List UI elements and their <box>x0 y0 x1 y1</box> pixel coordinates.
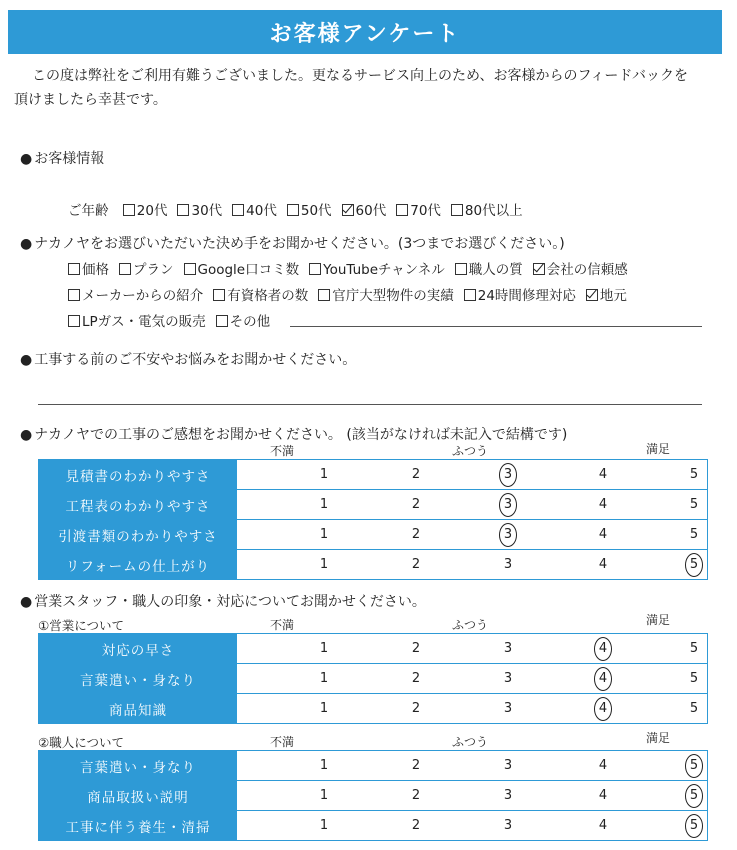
craftsmen-subheading: ②職人について <box>38 735 124 750</box>
rating-option-1[interactable] <box>309 664 339 693</box>
reason-option-1[interactable] <box>119 258 174 278</box>
reason-option-5[interactable] <box>533 258 628 278</box>
age-option-2[interactable] <box>232 199 277 219</box>
rating-option-3[interactable] <box>493 460 523 489</box>
selected-rating-circle: 5 <box>685 754 703 778</box>
rating-value: 5 <box>689 641 699 656</box>
rating-option-5[interactable] <box>679 781 709 810</box>
rating-option-1[interactable] <box>309 694 339 723</box>
craftsmen-rating-table <box>38 750 708 841</box>
rating-value: 3 <box>503 641 513 656</box>
rating-value: 3 <box>503 758 513 773</box>
rating-value: 1 <box>319 527 329 542</box>
rating-value: 1 <box>319 467 329 482</box>
rating-option-1[interactable] <box>309 520 339 549</box>
scale-high-label: 満足 <box>646 731 671 745</box>
reason-option-9[interactable] <box>464 284 576 304</box>
rating-value: 3 <box>503 557 513 572</box>
rating-value: 1 <box>319 497 329 512</box>
age-option-3[interactable] <box>287 199 332 219</box>
rating-option-3[interactable] <box>493 550 523 579</box>
scale-high-label: 満足 <box>646 613 671 627</box>
reasons-row-2 <box>68 284 637 304</box>
rating-row <box>39 549 707 579</box>
checkbox-icon[interactable] <box>309 263 321 275</box>
rating-option-4[interactable] <box>588 751 618 780</box>
checkbox-icon[interactable] <box>318 289 330 301</box>
rating-option-5[interactable] <box>679 550 709 579</box>
rating-value: 1 <box>319 758 329 773</box>
checkbox-icon[interactable] <box>184 263 196 275</box>
rating-value: 5 <box>689 497 699 512</box>
checkbox-icon[interactable] <box>177 204 189 216</box>
age-option-1[interactable] <box>177 199 222 219</box>
rating-value: 1 <box>319 701 329 716</box>
other-answer-line[interactable] <box>290 326 702 327</box>
checkbox-icon[interactable] <box>455 263 467 275</box>
rating-value: 5 <box>689 527 699 542</box>
rating-value: 3 <box>503 818 513 833</box>
selected-rating-circle: 5 <box>685 784 703 808</box>
reason-option-2[interactable] <box>184 258 300 278</box>
intro-text <box>14 64 714 112</box>
rating-option-2[interactable] <box>401 490 431 519</box>
rating-option-2[interactable] <box>401 781 431 810</box>
checkbox-label: 40代 <box>246 203 277 219</box>
checkbox-label: 24時間修理対応 <box>477 288 576 304</box>
rating-option-3[interactable] <box>493 811 523 840</box>
rating-value: 2 <box>411 701 421 716</box>
rating-row <box>39 780 707 810</box>
rating-value: 2 <box>411 557 421 572</box>
age-option-4[interactable] <box>342 199 387 219</box>
concerns-answer-line[interactable] <box>38 404 702 405</box>
selected-rating-circle: 4 <box>594 697 612 721</box>
checkbox-icon[interactable] <box>119 263 131 275</box>
rating-option-3[interactable] <box>493 520 523 549</box>
rating-option-3[interactable] <box>493 634 523 663</box>
rating-option-5[interactable] <box>679 751 709 780</box>
bullet-icon: ● <box>20 427 33 443</box>
scale-low-label: 不満 <box>270 618 295 632</box>
rating-value: 3 <box>503 788 513 803</box>
rating-option-5[interactable] <box>679 520 709 549</box>
rating-option-2[interactable] <box>401 694 431 723</box>
checked-checkbox-icon[interactable] <box>342 204 354 216</box>
checkbox-label: 80代以上 <box>464 203 523 219</box>
reason-option-6[interactable] <box>68 284 203 304</box>
rating-value: 5 <box>689 701 699 716</box>
rating-value: 3 <box>503 671 513 686</box>
reasons-row-3 <box>68 310 280 330</box>
rating-option-3[interactable] <box>493 664 523 693</box>
rating-value: 5 <box>689 671 699 686</box>
rating-value: 3 <box>503 701 513 716</box>
reasons-row-1 <box>68 258 638 278</box>
rating-option-2[interactable] <box>401 520 431 549</box>
age-option-5[interactable] <box>396 199 441 219</box>
rating-option-4[interactable] <box>588 634 618 663</box>
rating-option-3[interactable] <box>493 751 523 780</box>
rating-value: 2 <box>411 671 421 686</box>
checkbox-label: LPガス・電気の販売 <box>82 314 206 330</box>
rating-option-4[interactable] <box>588 811 618 840</box>
checkbox-icon[interactable] <box>232 204 244 216</box>
scale-low-label: 不満 <box>270 735 295 749</box>
rating-row-label: 言葉遣い・身なり <box>39 664 238 693</box>
rating-option-5[interactable] <box>679 664 709 693</box>
rating-option-4[interactable] <box>588 460 618 489</box>
rating-option-2[interactable] <box>401 664 431 693</box>
rating-value: 1 <box>319 671 329 686</box>
rating-option-5[interactable] <box>679 811 709 840</box>
rating-option-5[interactable] <box>679 460 709 489</box>
rating-row <box>39 751 707 780</box>
sales-rating-table <box>38 633 708 724</box>
rating-value: 2 <box>411 527 421 542</box>
rating-value: 1 <box>319 641 329 656</box>
rating-value: 2 <box>411 497 421 512</box>
rating-value: 1 <box>319 557 329 572</box>
rating-option-2[interactable] <box>401 460 431 489</box>
rating-value: 4 <box>598 758 608 773</box>
rating-value: 1 <box>319 818 329 833</box>
checkbox-icon[interactable] <box>396 204 408 216</box>
rating-option-4[interactable] <box>588 664 618 693</box>
selected-rating-circle: 3 <box>499 463 517 487</box>
rating-row <box>39 489 707 519</box>
rating-option-3[interactable] <box>493 490 523 519</box>
rating-option-2[interactable] <box>401 550 431 579</box>
impressions-rating-table <box>38 459 708 580</box>
selected-rating-circle: 3 <box>499 523 517 547</box>
checkbox-label: その他 <box>229 314 271 330</box>
reasons-heading: ● ナカノヤをお選びいただいた決め手をお聞かせください。(3つまでお選びください。) <box>20 236 565 252</box>
rating-option-1[interactable] <box>309 781 339 810</box>
rating-option-4[interactable] <box>588 520 618 549</box>
survey-title: お客様アンケート <box>8 10 722 54</box>
bullet-icon: ● <box>20 352 33 368</box>
rating-option-1[interactable] <box>309 460 339 489</box>
rating-value: 4 <box>598 818 608 833</box>
checkbox-label: プラン <box>133 262 174 278</box>
rating-value: 4 <box>598 497 608 512</box>
rating-option-2[interactable] <box>401 634 431 663</box>
impressions-heading: ● ナカノヤでの工事のご感想をお聞かせください。 (該当がなければ未記入で結構です) <box>20 427 568 443</box>
rating-value: 2 <box>411 758 421 773</box>
rating-option-1[interactable] <box>309 490 339 519</box>
checkbox-icon[interactable] <box>451 204 463 216</box>
rating-row-label: 言葉遣い・身なり <box>39 751 238 780</box>
bullet-icon: ● <box>20 236 33 252</box>
rating-row <box>39 519 707 549</box>
rating-row-label: 引渡書類のわかりやすさ <box>39 520 238 549</box>
rating-value: 2 <box>411 788 421 803</box>
selected-rating-circle: 5 <box>685 814 703 838</box>
reason-option-11[interactable] <box>68 310 206 330</box>
rating-row-label: 商品取扱い説明 <box>39 781 238 810</box>
checkbox-label: 価格 <box>82 262 109 278</box>
rating-option-1[interactable] <box>309 550 339 579</box>
intro-line-2: 頂けましたら幸甚です。 <box>14 92 167 108</box>
rating-option-1[interactable] <box>309 634 339 663</box>
checkbox-label: メーカーからの紹介 <box>82 288 204 304</box>
selected-rating-circle: 3 <box>499 493 517 517</box>
rating-option-5[interactable] <box>679 694 709 723</box>
age-option-6[interactable] <box>451 199 523 219</box>
checkbox-icon[interactable] <box>213 289 225 301</box>
rating-value: 5 <box>689 467 699 482</box>
rating-option-1[interactable] <box>309 751 339 780</box>
rating-value: 2 <box>411 467 421 482</box>
rating-row <box>39 663 707 693</box>
age-row <box>68 199 533 219</box>
scale-mid-label: ふつう <box>452 444 489 458</box>
bullet-icon: ● <box>20 151 33 167</box>
rating-option-5[interactable] <box>679 490 709 519</box>
rating-row-label: 商品知識 <box>39 694 238 723</box>
rating-row-label: 対応の早さ <box>39 634 238 663</box>
sales-subheading: ①営業について <box>38 618 124 633</box>
checkbox-icon[interactable] <box>287 204 299 216</box>
checkbox-icon[interactable] <box>68 315 80 327</box>
rating-value: 2 <box>411 641 421 656</box>
age-option-0[interactable] <box>123 199 168 219</box>
reason-option-10[interactable] <box>586 284 627 304</box>
rating-option-2[interactable] <box>401 811 431 840</box>
rating-option-5[interactable] <box>679 634 709 663</box>
rating-value: 1 <box>319 788 329 803</box>
rating-row-label: リフォームの仕上がり <box>39 550 238 579</box>
checkbox-label: 地元 <box>599 288 627 304</box>
scale-high-label: 満足 <box>646 442 671 456</box>
rating-option-3[interactable] <box>493 781 523 810</box>
checkbox-label: 60代 <box>355 203 387 219</box>
rating-row <box>39 810 707 840</box>
reason-option-0[interactable] <box>68 258 109 278</box>
rating-option-1[interactable] <box>309 811 339 840</box>
rating-row <box>39 634 707 663</box>
scale-mid-label: ふつう <box>452 618 489 632</box>
checkbox-label: 50代 <box>300 203 332 219</box>
checkbox-label: 会社の信頼感 <box>546 262 628 278</box>
rating-value: 4 <box>598 788 608 803</box>
checkbox-label: 職人の質 <box>468 262 523 278</box>
checkbox-label: 官庁大型物件の実績 <box>332 288 454 304</box>
checkbox-label: Google口コミ数 <box>197 262 300 278</box>
checkbox-icon[interactable] <box>464 289 476 301</box>
checkbox-label: 20代 <box>136 203 168 219</box>
reason-option-8[interactable] <box>318 284 454 304</box>
checked-checkbox-icon[interactable] <box>533 263 545 275</box>
scale-mid-label: ふつう <box>452 735 489 749</box>
rating-option-4[interactable] <box>588 781 618 810</box>
checked-checkbox-icon[interactable] <box>586 289 598 301</box>
staff-heading: ● 営業スタッフ・職人の印象・対応についてお聞かせください。 <box>20 594 426 610</box>
rating-row-label: 見積書のわかりやすさ <box>39 460 238 489</box>
intro-line-1: この度は弊社をご利用有難うございました。更なるサービス向上のため、お客様からのフィードバックを <box>32 68 689 84</box>
rating-value: 4 <box>598 467 608 482</box>
rating-option-2[interactable] <box>401 751 431 780</box>
customer-info-heading: ● お客様情報 <box>20 151 105 167</box>
selected-rating-circle: 4 <box>594 637 612 661</box>
bullet-icon: ● <box>20 594 33 610</box>
rating-option-4[interactable] <box>588 550 618 579</box>
rating-option-4[interactable] <box>588 490 618 519</box>
checkbox-label: 70代 <box>410 203 441 219</box>
reason-option-3[interactable] <box>309 258 445 278</box>
rating-row <box>39 460 707 489</box>
rating-value: 4 <box>598 557 608 572</box>
checkbox-label: 30代 <box>191 203 223 219</box>
checkbox-icon[interactable] <box>68 289 80 301</box>
checkbox-icon[interactable] <box>68 263 80 275</box>
rating-row-label: 工程表のわかりやすさ <box>39 490 238 519</box>
rating-row <box>39 693 707 723</box>
checkbox-label: YouTubeチャンネル <box>323 262 445 278</box>
age-label: ご年齢 <box>68 203 109 219</box>
checkbox-icon[interactable] <box>123 204 135 216</box>
checkbox-icon[interactable] <box>216 315 228 327</box>
selected-rating-circle: 4 <box>594 667 612 691</box>
scale-low-label: 不満 <box>270 444 295 458</box>
reason-option-4[interactable] <box>455 258 523 278</box>
rating-value: 2 <box>411 818 421 833</box>
rating-row-label: 工事に伴う養生・清掃 <box>39 811 238 840</box>
rating-option-4[interactable] <box>588 694 618 723</box>
reason-option-7[interactable] <box>213 284 308 304</box>
rating-value: 4 <box>598 527 608 542</box>
reason-option-12[interactable] <box>216 310 271 330</box>
selected-rating-circle: 5 <box>685 553 703 577</box>
rating-option-3[interactable] <box>493 694 523 723</box>
checkbox-label: 有資格者の数 <box>227 288 309 304</box>
concerns-heading: ● 工事する前のご不安やお悩みをお聞かせください。 <box>20 352 357 368</box>
